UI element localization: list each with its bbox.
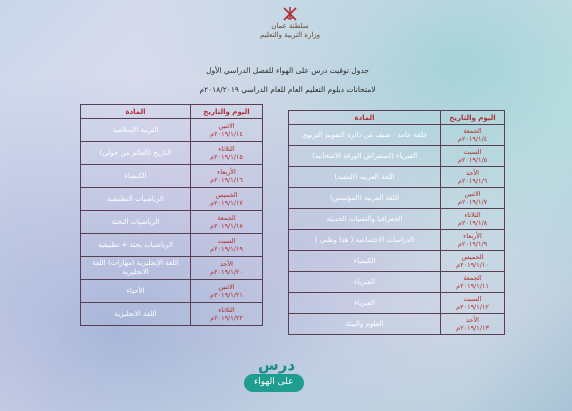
- day-name: الأربعاء: [217, 168, 236, 176]
- table-row: [81, 211, 263, 234]
- day-name: الأحد: [466, 316, 479, 324]
- subject-cell: اللغة الإنجليزية (مهارات) اللغة الانجليزية: [81, 257, 191, 280]
- table-row: [81, 165, 263, 188]
- subject-cell: الرياضيات بحتة + تطبيقية: [81, 234, 191, 257]
- date-cell: [441, 230, 505, 251]
- table-row: [289, 167, 505, 188]
- date-value: ٢٠١٩/١/١٦م: [210, 176, 243, 184]
- date-cell: [191, 257, 263, 280]
- subject-cell: الفيزياء (استعراض الورقة الامتحانية): [289, 146, 441, 167]
- schedule-table-right: [288, 110, 505, 335]
- day-name: الاثنين: [464, 190, 481, 198]
- logo-line2: وزارة التربية والتعليم: [259, 31, 321, 39]
- date-cell: [191, 303, 263, 326]
- day-name: الثلاثاء: [218, 306, 235, 314]
- date-value: ٢٠١٩/١/١٤م: [210, 130, 243, 138]
- subject-cell: الكيمياء: [289, 251, 441, 272]
- day-name: الخميس: [461, 253, 484, 261]
- date-cell: [441, 251, 505, 272]
- day-name: الجمعة: [463, 274, 482, 282]
- table-row: [81, 188, 263, 211]
- day-name: السبت: [463, 148, 482, 156]
- date-cell: [441, 125, 505, 146]
- column-header-date: اليوم والتاريخ: [441, 111, 505, 125]
- day-name: الأحد: [466, 169, 479, 177]
- table-row: [289, 314, 505, 335]
- day-name: الاثنين: [218, 283, 235, 291]
- table-row: [81, 303, 263, 326]
- table-row: [289, 272, 505, 293]
- date-value: ٢٠١٩/١/١٩م: [210, 245, 243, 253]
- subject-cell: الدراسات الاجتماعية ( هذا وطني ): [289, 230, 441, 251]
- day-name: الثلاثاء: [464, 211, 481, 219]
- date-value: ٢٠١٩/١/١٣م: [456, 324, 489, 332]
- column-header-subject: المادة: [81, 105, 191, 119]
- date-value: ٢٠١٩/١/٦م: [457, 177, 488, 185]
- date-cell: [441, 188, 505, 209]
- subject-cell: الجغرافيا والتقنيات الحديثة: [289, 209, 441, 230]
- date-cell: [191, 119, 263, 142]
- subject-cell: الفيزياء: [289, 293, 441, 314]
- date-cell: [441, 209, 505, 230]
- date-value: ٢٠١٩/١/٢٢م: [210, 314, 243, 322]
- day-name: الجمعة: [463, 127, 482, 135]
- subject-cell: اللغة العربية (المؤسس): [289, 188, 441, 209]
- table-row: [81, 257, 263, 280]
- schedule-title: جدول توقيت درس على الهواء للفصل الدراسي الأول: [206, 66, 369, 75]
- day-name: الاثنين: [218, 122, 235, 130]
- day-name: الجمعة: [217, 214, 236, 222]
- subject-cell: اللغة الانجليزية: [81, 303, 191, 326]
- subject-cell: التاريخ (العالم من حولي): [81, 142, 191, 165]
- subject-cell: الفيزياء: [289, 272, 441, 293]
- date-cell: [191, 211, 263, 234]
- table-header-row: [289, 111, 505, 125]
- dars-brand-logo: [240, 356, 310, 396]
- subject-cell: الكيمياء: [81, 165, 191, 188]
- date-cell: [441, 146, 505, 167]
- date-cell: [191, 165, 263, 188]
- date-cell: [191, 142, 263, 165]
- schedule-table-left: [80, 104, 263, 326]
- table-header-row: [81, 105, 263, 119]
- subject-cell: حلقة عامة - ضيف من دائرة التقويم التربوي: [289, 125, 441, 146]
- logo-line1: سلطنة عمان: [271, 22, 309, 30]
- ministry-logo: [250, 6, 330, 54]
- day-name: الثلاثاء: [218, 145, 235, 153]
- date-cell: [441, 293, 505, 314]
- table-row: [289, 188, 505, 209]
- date-value: ٢٠١٩/١/٨م: [457, 219, 488, 227]
- date-cell: [441, 314, 505, 335]
- subject-cell: الرياضيات البحتة: [81, 211, 191, 234]
- date-value: ٢٠١٩/١/٢٠م: [210, 268, 243, 276]
- date-value: ٢٠١٩/١/١٧م: [210, 199, 243, 207]
- brand-tagline: على الهواء: [254, 377, 294, 387]
- table-row: [81, 119, 263, 142]
- date-cell: [191, 280, 263, 303]
- table-row: [289, 125, 505, 146]
- date-value: ٢٠١٩/١/٩م: [457, 240, 488, 248]
- column-header-subject: المادة: [289, 111, 441, 125]
- table-row: [289, 230, 505, 251]
- date-value: ٢٠١٩/١/١٥م: [210, 153, 243, 161]
- ministry-emblem-icon: [281, 6, 299, 22]
- date-cell: [441, 272, 505, 293]
- table-row: [289, 293, 505, 314]
- table-row: [81, 234, 263, 257]
- subject-cell: الرياضيات التطبيقية: [81, 188, 191, 211]
- table-row: [289, 209, 505, 230]
- table-row: [289, 146, 505, 167]
- date-cell: [191, 234, 263, 257]
- subject-cell: الأحياء: [81, 280, 191, 303]
- date-value: ٢٠١٩/١/٤م: [457, 135, 488, 143]
- day-name: الأربعاء: [463, 232, 482, 240]
- column-header-date: اليوم والتاريخ: [191, 105, 263, 119]
- date-cell: [441, 167, 505, 188]
- subject-cell: التربية الإسلامية: [81, 119, 191, 142]
- date-value: ٢٠١٩/١/١١م: [456, 282, 489, 290]
- subject-cell: اللغة العربية (المقيد): [289, 167, 441, 188]
- table-row: [81, 142, 263, 165]
- date-value: ٢٠١٩/١/٥م: [457, 156, 488, 164]
- subject-cell: العلوم والبيئة: [289, 314, 441, 335]
- table-row: [81, 280, 263, 303]
- date-value: ٢٠١٩/١/٧م: [457, 198, 488, 206]
- date-value: ٢٠١٩/١/١٠م: [456, 261, 489, 269]
- brand-name: درس: [258, 356, 296, 374]
- day-name: الخميس: [215, 191, 238, 199]
- day-name: السبت: [217, 237, 236, 245]
- table-row: [289, 251, 505, 272]
- date-cell: [191, 188, 263, 211]
- date-value: ٢٠١٩/١/١٨م: [210, 222, 243, 230]
- date-value: ٢٠١٩/١/٢١م: [210, 291, 243, 299]
- date-value: ٢٠١٩/١/١٢م: [456, 303, 489, 311]
- day-name: السبت: [463, 295, 482, 303]
- schedule-subtitle: لامتحانات دبلوم التعليم العام للعام الدراسي ٢٠١٨/٢٠١٩م: [199, 85, 376, 94]
- day-name: الأحد: [220, 260, 233, 268]
